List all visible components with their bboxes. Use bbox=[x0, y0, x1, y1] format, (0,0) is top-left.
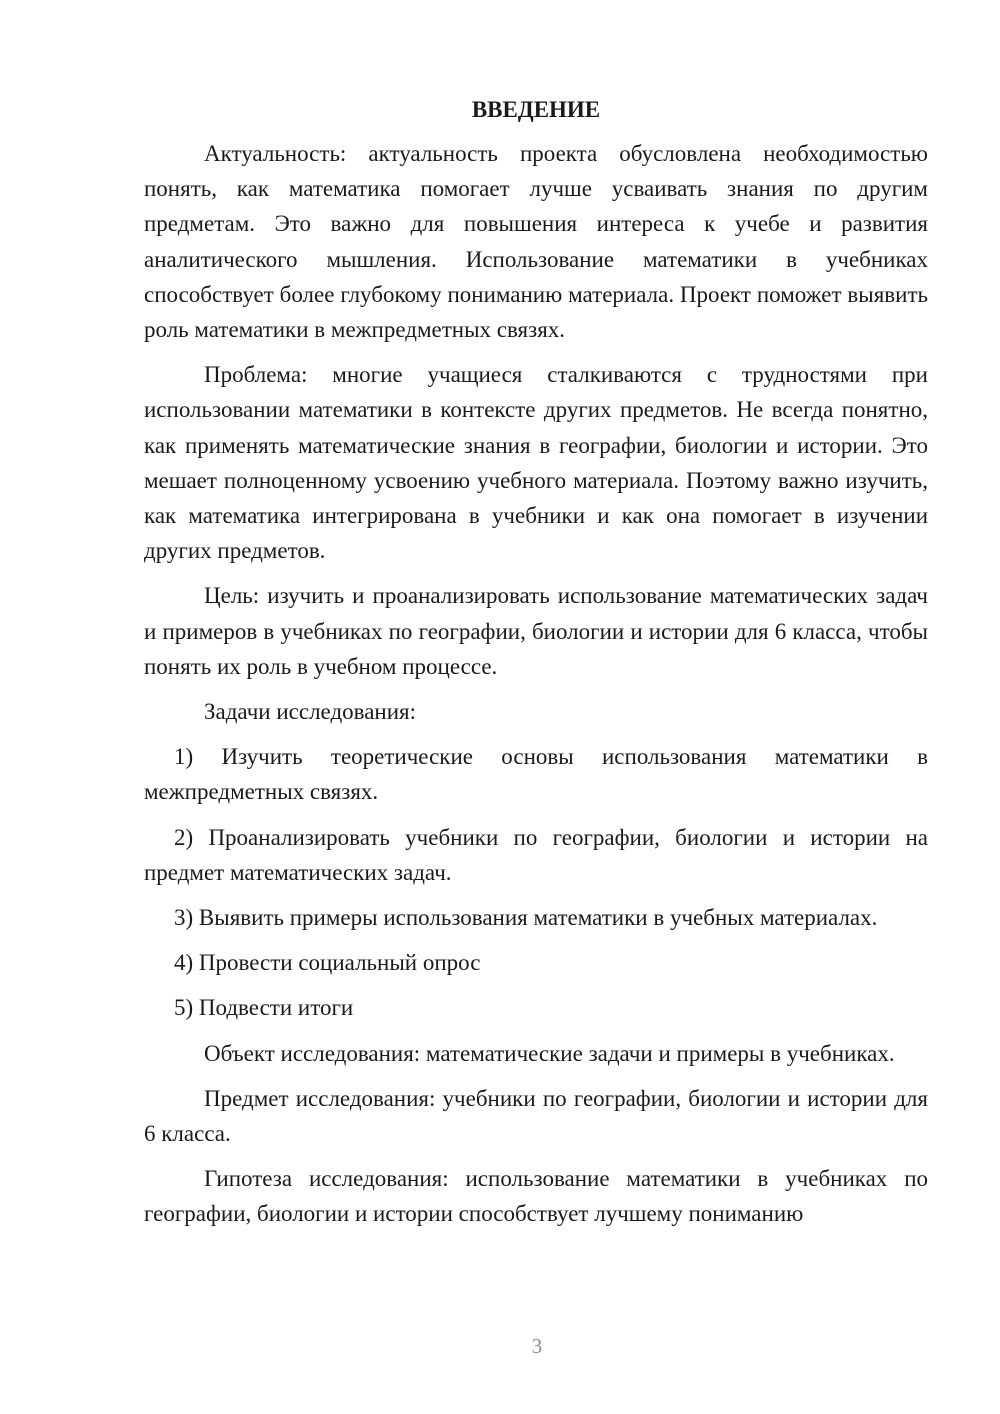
object-paragraph: Объект исследования: математические задачи и примеры в учебниках. bbox=[204, 1040, 895, 1066]
tasks-heading: Задачи исследования: bbox=[204, 699, 417, 725]
hypothesis-paragraph: Гипотеза исследования: использование математики в учебниках по географии, биологии и истории способствует лучшему пониманию bbox=[144, 1166, 928, 1227]
task-item-1: 1) Изучить теоретические основы использования математики в межпредметных связях. bbox=[144, 744, 928, 805]
task-item-5: 5) Подвести итоги bbox=[174, 995, 354, 1021]
subject-paragraph: Предмет исследования: учебники по географии, биологии и истории для 6 класса. bbox=[144, 1085, 928, 1147]
task-item-3: 3) Выявить примеры использования математики в учебных материалах. bbox=[174, 905, 878, 931]
page-number: 3 bbox=[531, 1334, 543, 1358]
section-heading: ВВЕДЕНИЕ bbox=[471, 97, 601, 122]
problem-paragraph: Проблема: многие учащиеся сталкиваются с трудностями при использовании математики в контексте других предметов. Не всегда понятно, как применять математические знания в географии, биологии и истории. Это мешает полноценному усвоению учебного материала. Поэтому важно изучить, как математика интегрирована в учебники и как она помогает в изучении других предметов. bbox=[144, 362, 928, 564]
goal-paragraph: Цель: изучить и проанализировать использование математических задач и примеров в учебниках по географии, биологии и истории для 6 класса, чтобы понять их роль в учебном процессе. bbox=[144, 583, 928, 679]
document-page bbox=[144, 92, 928, 1242]
relevance-paragraph: Актуальность: актуальность проекта обусловлена необходимостью понять, как математика помогает лучше усваивать знания по другим предметам. Это важно для повышения интереса к учебе и развития аналитического мышления. Использование математики в учебниках способствует более глубокому пониманию материала. Проект поможет выявить роль математики в межпредметных связях. bbox=[144, 141, 928, 343]
task-item-4: 4) Провести социальный опрос bbox=[174, 950, 481, 976]
task-item-2: 2) Проанализировать учебники по географии, биологии и истории на предмет математических задач. bbox=[144, 824, 928, 885]
